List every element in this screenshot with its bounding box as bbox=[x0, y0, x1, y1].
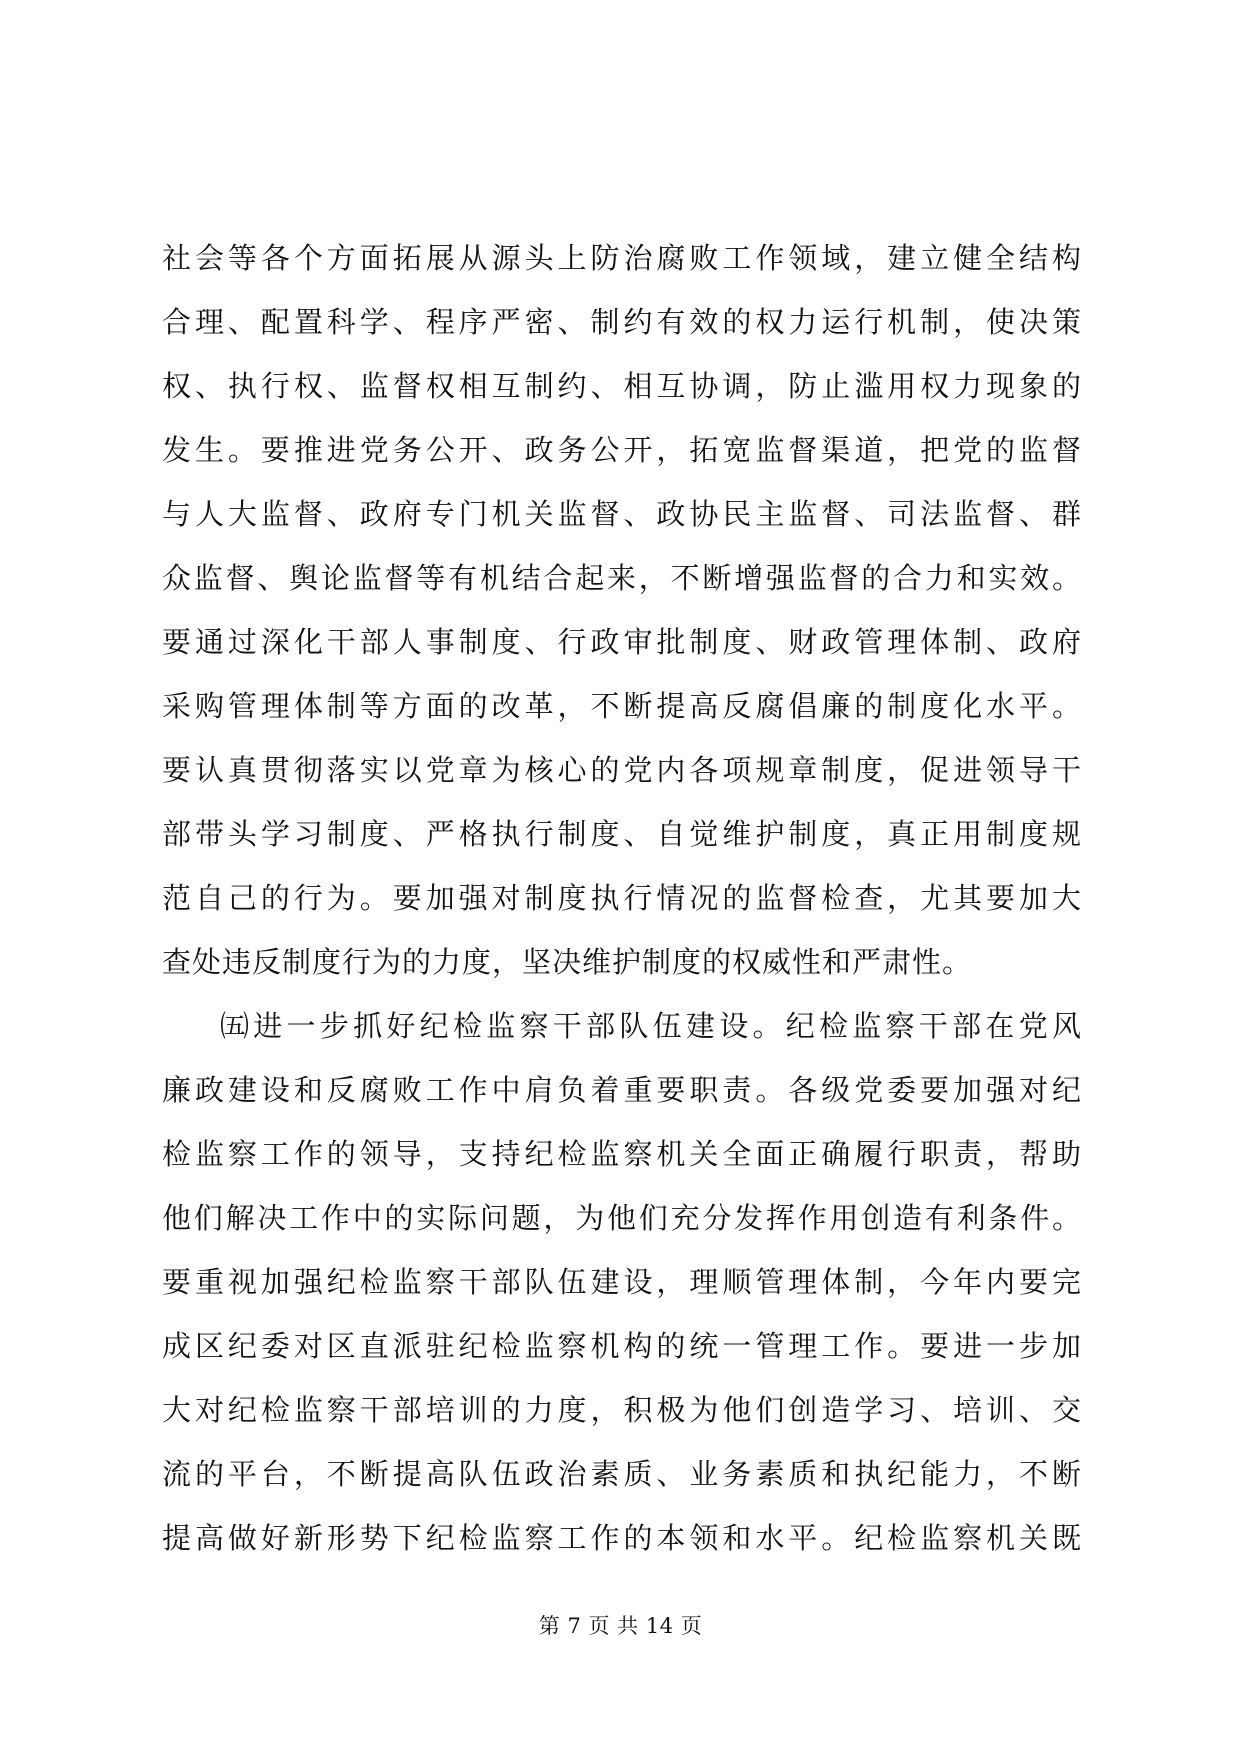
text-line: 采购管理体制等方面的改革，不断提高反腐倡廉的制度化水平。 bbox=[162, 689, 1082, 723]
body-text bbox=[162, 226, 1082, 1570]
text-line: 要通过深化干部人事制度、行政审批制度、财政管理体制、政府 bbox=[162, 625, 1082, 659]
text-line: 要重视加强纪检监察干部队伍建设，理顺管理体制，今年内要完 bbox=[162, 1265, 1082, 1299]
text-line: 社会等各个方面拓展从源头上防治腐败工作领域，建立健全结构 bbox=[162, 241, 1082, 275]
text-line: 廉政建设和反腐败工作中肩负着重要职责。各级党委要加强对纪 bbox=[162, 1073, 1082, 1107]
text-line: 他们解决工作中的实际问题，为他们充分发挥作用创造有利条件。 bbox=[162, 1201, 1082, 1235]
paragraph-start-line: ㈤进一步抓好纪检监察干部队伍建设。纪检监察干部在党风 bbox=[220, 1009, 1082, 1043]
text-line: 成区纪委对区直派驻纪检监察机构的统一管理工作。要进一步加 bbox=[162, 1329, 1082, 1363]
text-line: 大对纪检监察干部培训的力度，积极为他们创造学习、培训、交 bbox=[162, 1393, 1082, 1427]
text-line: 部带头学习制度、严格执行制度、自觉维护制度，真正用制度规 bbox=[162, 817, 1082, 851]
text-line: 众监督、舆论监督等有机结合起来，不断增强监督的合力和实效。 bbox=[162, 561, 1082, 595]
text-line: 与人大监督、政府专门机关监督、政协民主监督、司法监督、群 bbox=[162, 497, 1082, 531]
text-line: 流的平台，不断提高队伍政治素质、业务素质和执纪能力，不断 bbox=[162, 1457, 1082, 1491]
text-line: 要认真贯彻落实以党章为核心的党内各项规章制度，促进领导干 bbox=[162, 753, 1082, 787]
text-line: 提高做好新形势下纪检监察工作的本领和水平。纪检监察机关既 bbox=[162, 1521, 1082, 1555]
text-line: 权、执行权、监督权相互制约、相互协调，防止滥用权力现象的 bbox=[162, 369, 1082, 403]
text-line: 发生。要推进党务公开、政务公开，拓宽监督渠道，把党的监督 bbox=[162, 433, 1082, 467]
text-line: 范自己的行为。要加强对制度执行情况的监督检查，尤其要加大 bbox=[162, 881, 1082, 915]
text-line: 合理、配置科学、程序严密、制约有效的权力运行机制，使决策 bbox=[162, 305, 1082, 339]
text-line: 检监察工作的领导，支持纪检监察机关全面正确履行职责，帮助 bbox=[162, 1137, 1082, 1171]
page-number-footer: 第 7 页 共 14 页 bbox=[538, 1614, 703, 1638]
text-line: 查处违反制度行为的力度，坚决维护制度的权威性和严肃性。 bbox=[162, 945, 973, 979]
